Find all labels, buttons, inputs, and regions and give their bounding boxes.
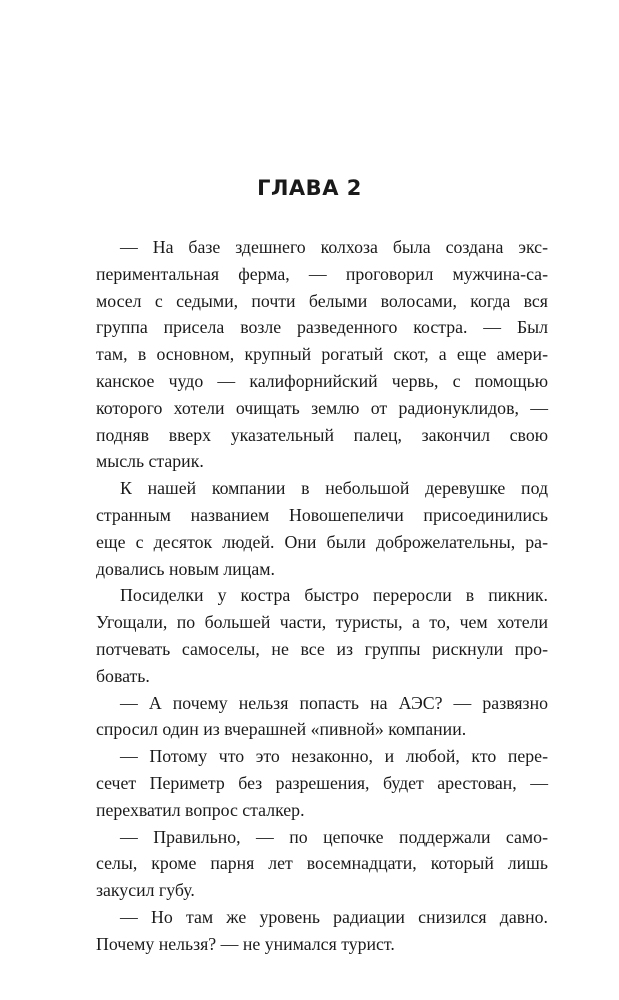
text-line: — На базе здешнего колхоза была создана экс- [120,237,548,257]
text-line: там, в основном, крупный рогатый скот, а еще амери- [96,344,548,365]
text-line: которого хотели очищать землю от радионуклидов, — [96,397,548,418]
text-line: довались новым лицам. [96,558,275,579]
chapter-title: ГЛАВА 2 [257,176,362,200]
text-line: мосел с седыми, почти белыми волосами, когда вся [96,290,548,311]
text-line: — Потому что это незаконно, и любой, кто пере- [120,746,548,767]
paragraph [96,690,548,744]
text-line: еще с десяток людей. Они были доброжелательны, ра- [96,531,548,552]
text-line: подняв вверх указательный палец, закончил свою [96,424,548,445]
text-line: закусил губу. [96,880,195,901]
text-line: потчевать самоселы, не все из группы рискнули про- [96,638,548,659]
text-line: канское чудо — калифорнийский червь, с помощью [96,370,548,391]
text-line: странным названием Новошепеличи присоединились [96,504,548,525]
text-line: — Правильно, — по цепочке поддержали само- [120,826,548,847]
text-line: периментальная ферма, — проговорил мужчина-са- [96,263,548,284]
text-line: Почему нельзя? — не унимался турист. [96,933,395,954]
text-line: Угощали, по большей части, туристы, а то, чем хотели [96,612,548,633]
paragraph [96,904,548,958]
paragraph [96,475,548,582]
text-line: К нашей компании в небольшой деревушке под [120,478,548,499]
text-line: — А почему нельзя попасть на АЭС? — развязно [120,692,548,713]
text-line: перехватил вопрос сталкер. [96,799,305,820]
paragraph [96,824,548,904]
text-line: — Но там же уровень радиации снизился давно. [120,906,548,927]
paragraph [96,234,548,475]
text-line: сечет Периметр без разрешения, будет арестован, — [96,772,548,793]
text-line: группа присела возле разведенного костра. — Был [96,317,548,338]
text-line: мысль старик. [96,451,204,472]
text-line: бовать. [96,665,150,686]
text-line: селы, кроме парня лет восемнадцати, который лишь [96,853,548,874]
paragraph [96,582,548,689]
chapter-body [96,234,548,958]
paragraph [96,743,548,823]
text-line: Посиделки у костра быстро переросли в пикник. [120,585,548,606]
text-line: спросил один из вчерашней «пивной» компании. [96,719,467,740]
